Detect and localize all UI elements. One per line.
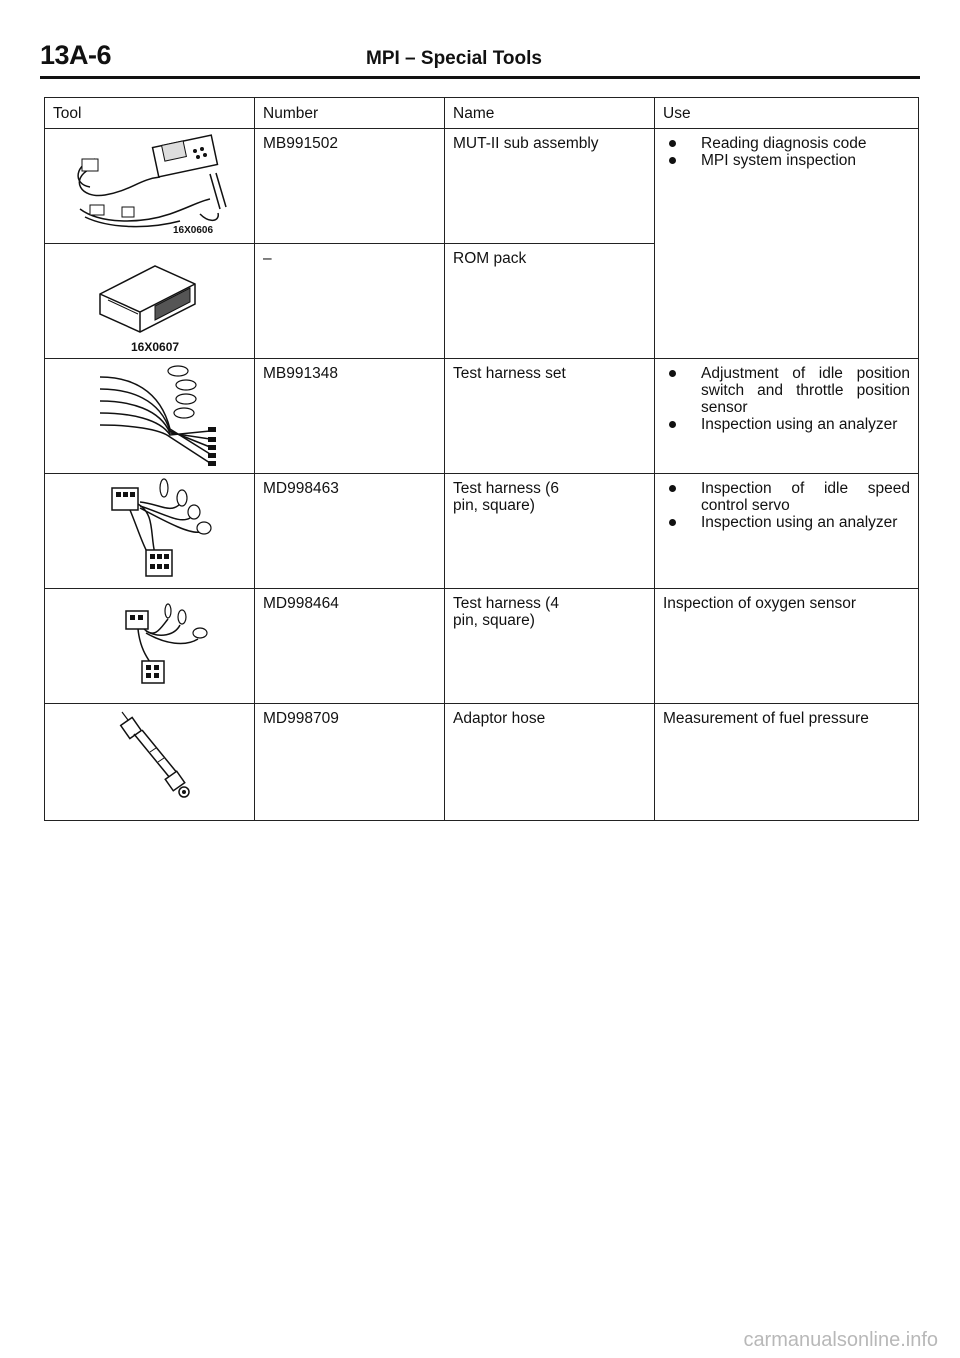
table-row [45, 704, 919, 821]
column-header-name: Name [445, 98, 655, 129]
test-harness-6pin-icon [60, 474, 240, 584]
tool-name: MUT-II sub assembly [453, 135, 599, 152]
tool-use-item: Inspection of idle speed control servo [663, 480, 910, 514]
tool-name: Test harness (6 pin, square) [453, 480, 559, 514]
tool-name: Test harness (4 pin, square) [453, 595, 559, 629]
table-header-row [45, 98, 919, 129]
rom-pack-icon [60, 244, 240, 354]
table-row [45, 359, 919, 474]
tool-use-item: Inspection using an analyzer [663, 514, 910, 531]
table-row [45, 474, 919, 589]
adaptor-hose-icon [60, 704, 240, 814]
tool-use-text: Measurement of fuel pressure [663, 710, 869, 727]
tool-name: Test harness set [453, 365, 566, 382]
tool-name: ROM pack [453, 250, 527, 267]
tool-image-cell [45, 589, 255, 704]
tool-image-code: 16X0606 [173, 225, 214, 236]
column-header-number: Number [255, 98, 445, 129]
tool-name: Adaptor hose [453, 710, 546, 727]
tool-number: – [263, 250, 272, 267]
tool-use-list [663, 365, 910, 433]
tool-use-text: Inspection of oxygen sensor [663, 595, 857, 612]
column-header-use: Use [655, 98, 919, 129]
tool-number: MD998463 [263, 480, 339, 497]
tool-use-list [663, 480, 910, 531]
tool-number: MB991502 [263, 135, 338, 152]
tool-image-cell [45, 359, 255, 474]
tool-number: MB991348 [263, 365, 338, 382]
mut-ii-tester-icon [60, 129, 240, 239]
column-header-tool: Tool [45, 98, 255, 129]
special-tools-table [44, 97, 919, 821]
tool-use-item: Adjustment of idle position switch and throttle position sensor [663, 365, 910, 416]
tool-image-cell [45, 129, 255, 244]
tool-image-cell [45, 474, 255, 589]
tool-image-code: 16X0607 [131, 340, 180, 354]
tool-number: MD998709 [263, 710, 339, 727]
tool-number: MD998464 [263, 595, 339, 612]
page-header [40, 38, 920, 78]
page-title: MPI – Special Tools [366, 48, 542, 69]
page-number: 13A-6 [40, 40, 112, 70]
tool-image-cell [45, 704, 255, 821]
test-harness-4pin-icon [60, 589, 240, 699]
watermark: carmanualsonline.info [743, 1329, 938, 1351]
table-row [45, 589, 919, 704]
test-harness-set-icon [60, 359, 240, 469]
tool-use-item: Reading diagnosis code [663, 135, 910, 152]
header-rule [40, 76, 920, 79]
tool-use-list [663, 135, 910, 169]
tool-use-item: MPI system inspection [663, 152, 910, 169]
table-row [45, 129, 919, 244]
tool-use-item: Inspection using an analyzer [663, 416, 910, 433]
tool-image-cell [45, 244, 255, 359]
